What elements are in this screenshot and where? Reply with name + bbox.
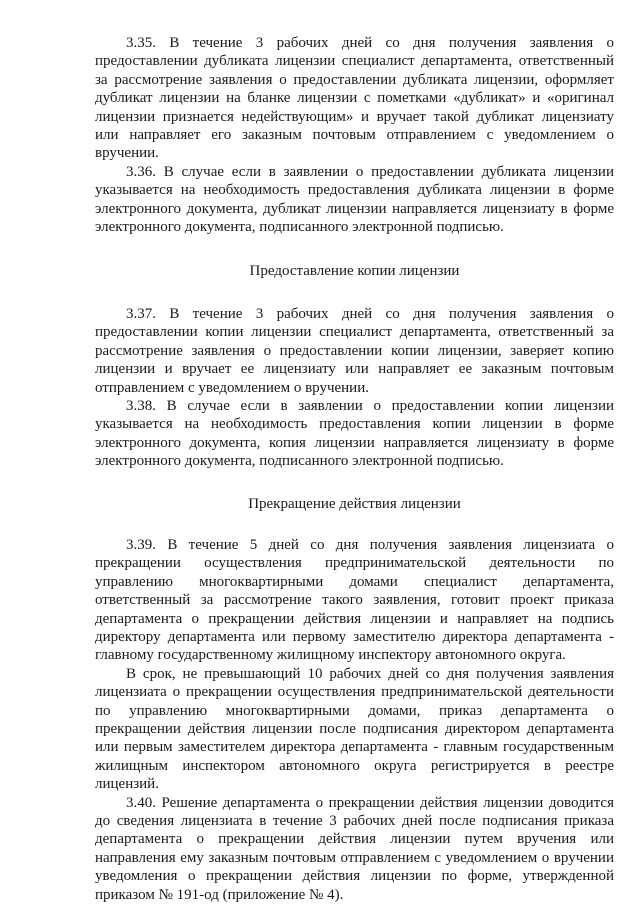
paragraph-3-36: 3.36. В случае если в заявлении о предоставлении дубликата лицензии указывается на необходимость предоставления дубликата лицензии в форме электронного документа, дубликат лицензии направляется лицензиату в форме электронного документа, подписанного электронной подписью. [95,163,614,236]
paragraph-3-40: 3.40. Решение департамента о прекращении действия лицензии доводится до сведения лицензиата в течение 3 рабочих дней после подписания приказа департамента о прекращении действия лицензии путем вручения или направления ему заказным почтовым отправлением с уведомлением о вручении уведомления о прекращении действия лицензии по форме, утвержденной приказом № 191-од (приложение № 4). [95,794,614,903]
paragraph-term-deadline: В срок, не превышающий 10 рабочих дней со дня получения заявления лицензиата о прекращении осуществления предпринимательской деятельности по управлению многоквартирными домами, приказ департамента о прекращении действия лицензии после подписания директором департамента или первым заместителем директора департамента - главным государственным жилищным инспектором автономного округа регистрируется в реестре лицензий. [95,665,614,793]
paragraph-3-37: 3.37. В течение 3 рабочих дней со дня получения заявления о предоставлении копии лицензии специалист департамента, ответственный за рассмотрение заявления о предоставлении копии лицензии, заверяет копию лицензии и вручает ее лицензиату или направляет ее заказным почтовым отправлением с уведомлением о вручении. [95,305,614,396]
section-heading-copy: Предоставление копии лицензии [249,263,460,280]
section-heading-termination: Прекращение действия лицензии [248,495,461,512]
paragraph-3-35: 3.35. В течение 3 рабочих дней со дня получения заявления о предоставлении дубликата лицензии специалист департамента, ответственный за рассмотрение заявления о предоставлении дубликата лицензии, оформляет дубликат лицензии на бланке лицензии с пометками «дубликат» и «оригинал лицензии признается недействующим» и вручает такой дубликат лицензиату или направляет его заказным почтовым отправлением с уведомлением о вручении. [95,35,614,162]
paragraph-3-39: 3.39. В течение 5 дней со дня получения заявления лицензиата о прекращении осуществления предпринимательской деятельности по управлению многоквартирными домами специалист департамента, ответственный за рассмотрение такого заявления, готовит проект приказа департамента о прекращении действия лицензии и направляет на подпись директору департамента или первому заместителю директора департамента - главному государственному жилищному инспектору автономного округа. [95,536,614,664]
paragraph-3-38: 3.38. В случае если в заявлении о предоставлении копии лицензии указывается на необходимость предоставления копии лицензии в форме электронного документа, копия лицензии направляется лицензиату в форме электронного документа, подписанного электронной подписью. [95,397,614,470]
